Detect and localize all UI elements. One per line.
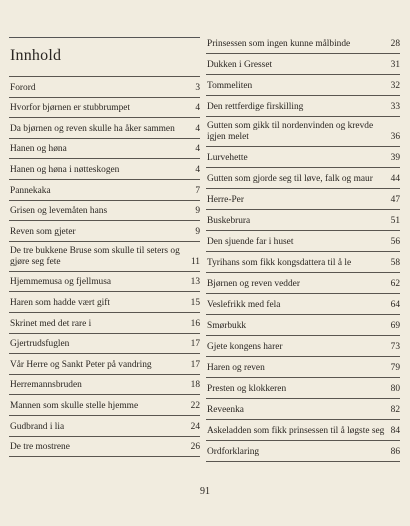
toc-entry-page: 32 (390, 81, 400, 91)
toc-entry (9, 159, 200, 180)
toc-entry (9, 416, 200, 437)
toc-entry-page: 9 (195, 206, 200, 217)
toc-entry (9, 272, 200, 293)
toc-entry-title: Gutten som gjorde seg til løve, falk og maur (207, 174, 373, 184)
toc-entry-title: Pannekaka (10, 185, 51, 196)
toc-entry-title: Grisen og levemåten hans (10, 206, 108, 217)
toc-entry (9, 437, 200, 458)
toc-entry (9, 221, 200, 242)
toc-entry-title: Reven som gjeter (10, 226, 76, 237)
toc-entry (206, 117, 400, 147)
toc-entry (206, 39, 400, 54)
toc-entry-title: Mannen som skulle stelle hjemme (10, 400, 139, 411)
toc-right-list (206, 39, 400, 462)
toc-entry (206, 399, 400, 420)
toc-entry-title: Den sjuende far i huset (207, 237, 294, 247)
toc-entry (9, 76, 200, 98)
toc-entry (9, 180, 200, 201)
toc-entry (206, 168, 400, 189)
toc-left-list (9, 76, 200, 457)
toc-entry (206, 231, 400, 252)
toc-entry (206, 210, 400, 231)
toc-entry-page: 44 (390, 174, 400, 184)
toc-entry-page: 33 (390, 102, 400, 112)
toc-entry-title: Bjørnen og reven vedder (207, 279, 300, 289)
toc-entry-page: 11 (190, 256, 200, 267)
toc-entry-title: Dukken i Gresset (207, 60, 273, 70)
toc-entry-title: Buskebrura (207, 216, 251, 226)
toc-entry (206, 420, 400, 441)
toc-entry (9, 139, 200, 160)
toc-entry (206, 315, 400, 336)
toc-entry-title: Gutten som gikk til nordenvinden og krevde igjen melet (207, 121, 374, 142)
toc-entry (9, 375, 200, 396)
page-title: Innhold (10, 47, 62, 64)
toc-entry-title: Reveenka (207, 405, 244, 415)
toc-entry-page: 24 (190, 421, 200, 432)
toc-entry (9, 292, 200, 313)
toc-entry-page: 17 (190, 359, 200, 370)
toc-entry (206, 147, 400, 168)
toc-entry-title: De tre bukkene Bruse som skulle til seters og gjøre seg fete (10, 245, 180, 267)
toc-entry (9, 201, 200, 222)
toc-entry-title: Haren som hadde vært gift (10, 297, 110, 308)
toc-entry-title: Herre-Per (207, 195, 244, 205)
toc-entry-title: Skrinet med det rare i (10, 318, 92, 329)
toc-left-column (9, 0, 200, 457)
toc-entry-page: 26 (190, 442, 200, 453)
toc-entry-page: 17 (190, 339, 200, 350)
toc-entry-title: Smørbukk (207, 321, 247, 331)
toc-entry-page: 82 (390, 405, 400, 415)
toc-entry-title: Forord (10, 82, 36, 93)
toc-entry-page: 13 (190, 277, 200, 288)
toc-entry-title: Den rettferdige firskilling (207, 102, 304, 112)
toc-entry (206, 96, 400, 117)
toc-entry-page: 56 (390, 237, 400, 247)
toc-entry-page: 73 (390, 342, 400, 352)
toc-entry-title: Tommeliten (207, 81, 253, 91)
toc-entry-title: Prinsessen som ingen kunne målbinde (207, 39, 351, 49)
toc-entry-page: 9 (195, 226, 200, 237)
toc-right-column (206, 0, 400, 462)
toc-entry-page: 62 (390, 279, 400, 289)
toc-entry-page: 22 (190, 400, 200, 411)
toc-entry (9, 354, 200, 375)
toc-entry (206, 441, 400, 462)
toc-entry-title: Presten og klokkeren (207, 384, 287, 394)
toc-entry-page: 58 (390, 258, 400, 268)
toc-entry-page: 69 (390, 321, 400, 331)
toc-entry-title: Lurvehette (207, 153, 248, 163)
toc-entry-page: 36 (390, 132, 400, 142)
toc-entry-title: Hvorfor bjørnen er stubbrumpet (10, 103, 131, 114)
toc-entry-page: 31 (390, 60, 400, 70)
toc-entry (9, 242, 200, 272)
toc-entry (9, 334, 200, 355)
toc-entry-page: 18 (190, 380, 200, 391)
toc-entry (9, 313, 200, 334)
toc-entry (9, 395, 200, 416)
toc-entry-page: 80 (390, 384, 400, 394)
toc-entry-page: 16 (190, 318, 200, 329)
toc-entry-title: Tyrihans som fikk kongsdattera til å le (207, 258, 352, 268)
toc-entry-title: Gjete kongens harer (207, 342, 283, 352)
toc-entry-page: 4 (195, 123, 200, 134)
toc-entry-title: Veslefrikk med fela (207, 300, 281, 310)
toc-entry-page: 84 (390, 426, 400, 436)
toc-entry (206, 378, 400, 399)
toc-entry-page: 64 (390, 300, 400, 310)
toc-entry-page: 51 (390, 216, 400, 226)
toc-entry-title: Ordforklaring (207, 447, 260, 457)
toc-entry-title: Vår Herre og Sankt Peter på vandring (10, 359, 152, 370)
toc-entry (9, 118, 200, 139)
toc-entry (206, 336, 400, 357)
toc-entry-page: 39 (390, 153, 400, 163)
toc-entry (9, 98, 200, 119)
toc-entry-page: 4 (195, 103, 200, 114)
toc-entry-page: 7 (195, 185, 200, 196)
toc-entry-page: 79 (390, 363, 400, 373)
toc-entry-title: Hjemmemusa og fjellmusa (10, 277, 112, 288)
toc-entry-title: Da bjørnen og reven skulle ha åker sammen (10, 123, 175, 134)
toc-entry-page: 4 (195, 164, 200, 175)
toc-entry-title: Hanen og høna i nøtteskogen (10, 164, 120, 175)
toc-entry (206, 357, 400, 378)
toc-entry (206, 294, 400, 315)
toc-entry-title: Askeladden som fikk prinsessen til å løgste seg (207, 426, 385, 436)
toc-entry-title: Haren og reven (207, 363, 265, 373)
toc-entry (206, 75, 400, 96)
toc-entry-page: 47 (390, 195, 400, 205)
toc-entry-page: 86 (390, 447, 400, 457)
page-number: 91 (200, 486, 210, 497)
toc-entry (206, 252, 400, 273)
toc-entry-title: Gudbrand i lia (10, 421, 65, 432)
toc-entry-page: 3 (195, 82, 200, 93)
toc-entry-page: 4 (195, 144, 200, 155)
toc-entry-title: Herremannsbruden (10, 380, 82, 391)
toc-entry-page: 28 (390, 39, 400, 49)
toc-entry-title: De tre mostrene (10, 442, 70, 453)
toc-entry (206, 54, 400, 75)
toc-entry (206, 189, 400, 210)
toc-entry-title: Gjertrudsfuglen (10, 339, 70, 350)
toc-entry-page: 15 (190, 297, 200, 308)
toc-entry-title: Hanen og høna (10, 144, 67, 155)
toc-entry (206, 273, 400, 294)
